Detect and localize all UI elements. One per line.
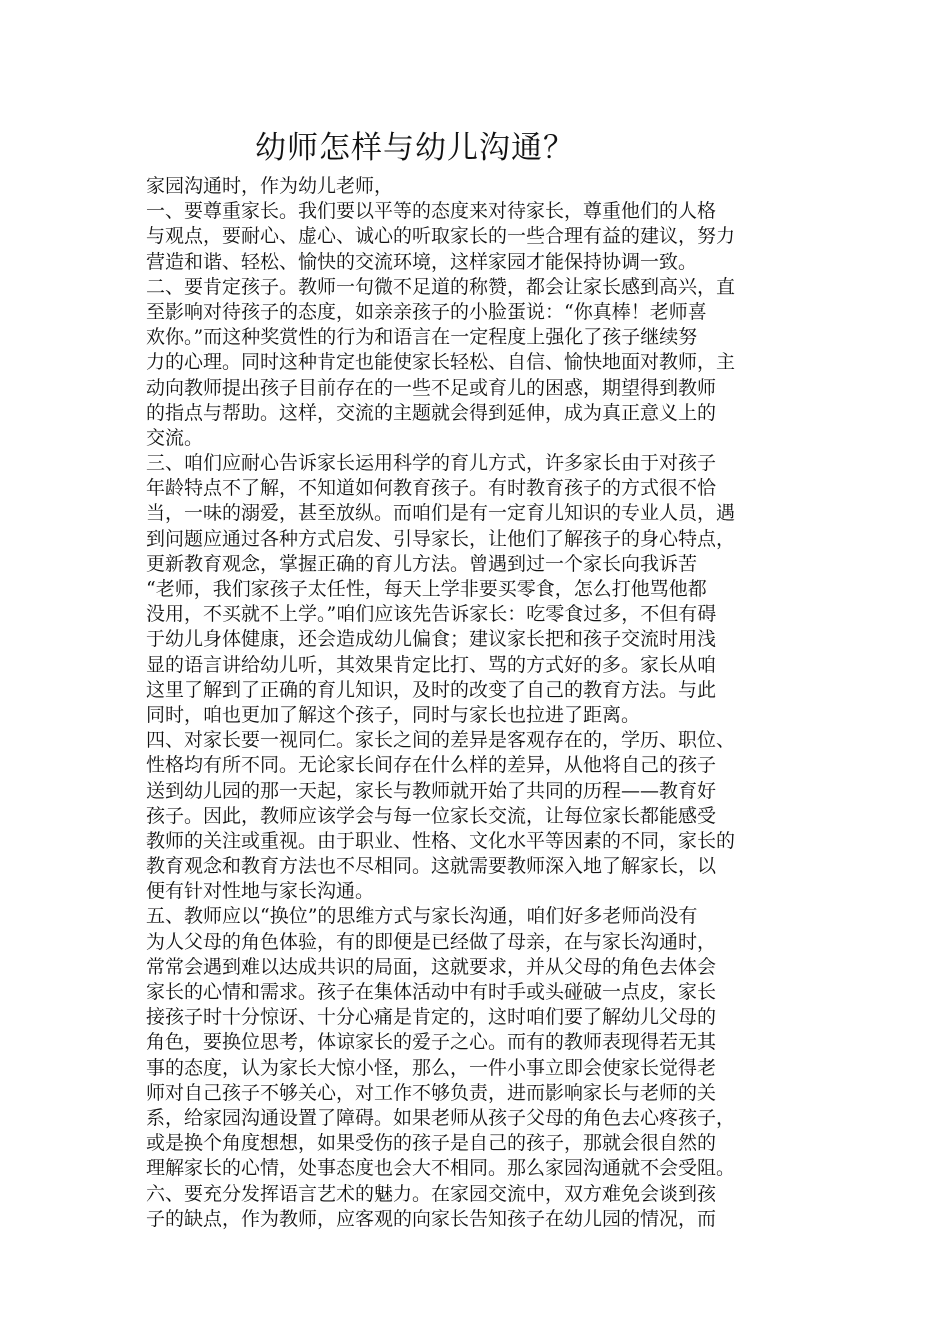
text-line: 这里了解到了正确的育儿知识，及时的改变了自己的教育方法。与此 [146,678,717,701]
text-line: 教师的关注或重视。由于职业、性格、文化水平等因素的不同，家长的 [146,829,736,852]
text-line: 显的语言讲给幼儿听，其效果肯定比打、骂的方式好的多。家长从咱 [146,653,717,676]
text-line: 家长的心情和需求。孩子在集体活动中有时手或头碰破一点皮，家长 [146,981,717,1003]
text-line: 家园沟通时，作为幼儿老师， [146,175,394,197]
text-line: 至影响对待孩子的态度，如亲亲孩子的小脸蛋说：“你真棒！老师喜 [146,300,707,323]
text-line: 于幼儿身体健康，还会造成幼儿偏食；建议家长把和孩子交流时用浅 [146,628,717,651]
text-line: 六、要充分发挥语言艺术的魅力。在家园交流中，双方难免会谈到孩 [146,1182,717,1205]
document-title: 幼师怎样与幼儿沟通？ [255,130,575,166]
text-line: 四、对家长要一视同仁。家长之间的差异是客观存在的，学历、职位、 [146,729,736,752]
text-line: 便有针对性地与家长沟通。 [146,880,375,903]
text-line: 年龄特点不了解，不知道如何教育孩子。有时教育孩子的方式很不恰 [146,477,717,500]
text-line: 同时，咱也更加了解这个孩子，同时与家长也拉进了距离。 [146,703,641,726]
text-line: 与观点，要耐心、虚心、诚心的听取家长的一些合理有益的建议，努力 [146,225,736,248]
text-line: 当，一味的溺爱，甚至放纵。而咱们是有一定育儿知识的专业人员，遇 [146,502,736,525]
text-line: 为人父母的角色体验，有的即便是已经做了母亲，在与家长沟通时， [146,930,717,953]
text-line: 教育观念和教育方法也不尽相同。这就需要教师深入地了解家长，以 [146,855,717,878]
text-line: 事的态度，认为家长大惊小怪，那么，一件小事立即会使家长觉得老 [146,1056,717,1079]
text-line: 的指点与帮助。这样，交流的主题就会得到延伸，成为真正意义上的 [146,401,717,424]
text-line: 性格均有所不同。无论家长间存在什么样的差异，从他将自己的孩子 [146,754,717,777]
text-line: 没用，不买就不上学。”咱们应该先告诉家长：吃零食过多，不但有碍 [146,603,717,626]
text-line: 二、要肯定孩子。教师一句微不足道的称赞，都会让家长感到高兴，直 [146,275,736,298]
text-line: 一、要尊重家长。我们要以平等的态度来对待家长，尊重他们的人格 [146,200,717,223]
text-line: 子的缺点，作为教师，应客观的向家长告知孩子在幼儿园的情况，而 [146,1207,717,1230]
document-body [146,174,836,1232]
text-line: 力的心理。同时这种肯定也能使家长轻松、自信、愉快地面对教师，主 [146,351,736,374]
text-line: 三、咱们应耐心告诉家长运用科学的育儿方式，许多家长由于对孩子 [146,452,717,475]
text-line: 交流。 [146,426,204,449]
text-line: 孩子。因此，教师应该学会与每一位家长交流，让每位家长都能感受 [146,804,717,827]
text-line: 到问题应通过各种方式启发、引导家长，让他们了解孩子的身心特点， [146,527,736,550]
text-line: 动向教师提出孩子目前存在的一些不足或育儿的困惑，期望得到教师 [146,376,717,399]
text-line: 送到幼儿园的那一天起，家长与教师就开始了共同的历程——教育好 [146,779,717,802]
text-line: 常常会遇到难以达成共识的局面，这就要求，并从父母的角色去体会 [146,955,717,978]
text-line: 理解家长的心情，处事态度也会大不相同。那么家园沟通就不会受阻。 [146,1157,736,1180]
text-line: 角色，要换位思考，体谅家长的爱子之心。而有的教师表现得若无其 [146,1031,717,1054]
text-line: 或是换个角度想想，如果受伤的孩子是自己的孩子，那就会很自然的 [146,1132,717,1155]
text-line: 五、教师应以“换位”的思维方式与家长沟通，咱们好多老师尚没有 [146,905,698,928]
text-line: 欢你。”而这种奖赏性的行为和语言在一定程度上强化了孩子继续努 [146,326,698,349]
text-line: 系，给家园沟通设置了障碍。如果老师从孩子父母的角色去心疼孩子， [146,1106,736,1129]
text-line: 接孩子时十分惊讶、十分心痛是肯定的，这时咱们要了解幼儿父母的 [146,1006,717,1029]
text-line: “老师，我们家孩子太任性，每天上学非要买零食，怎么打他骂他都 [146,578,707,600]
text-line: 更新教育观念，掌握正确的育儿方法。曾遇到过一个家长向我诉苦 [146,552,698,575]
text-line: 师对自己孩子不够关心，对工作不够负责，进而影响家长与老师的关 [146,1081,717,1104]
text-line: 营造和谐、轻松、愉快的交流环境，这样家园才能保持协调一致。 [146,250,698,273]
